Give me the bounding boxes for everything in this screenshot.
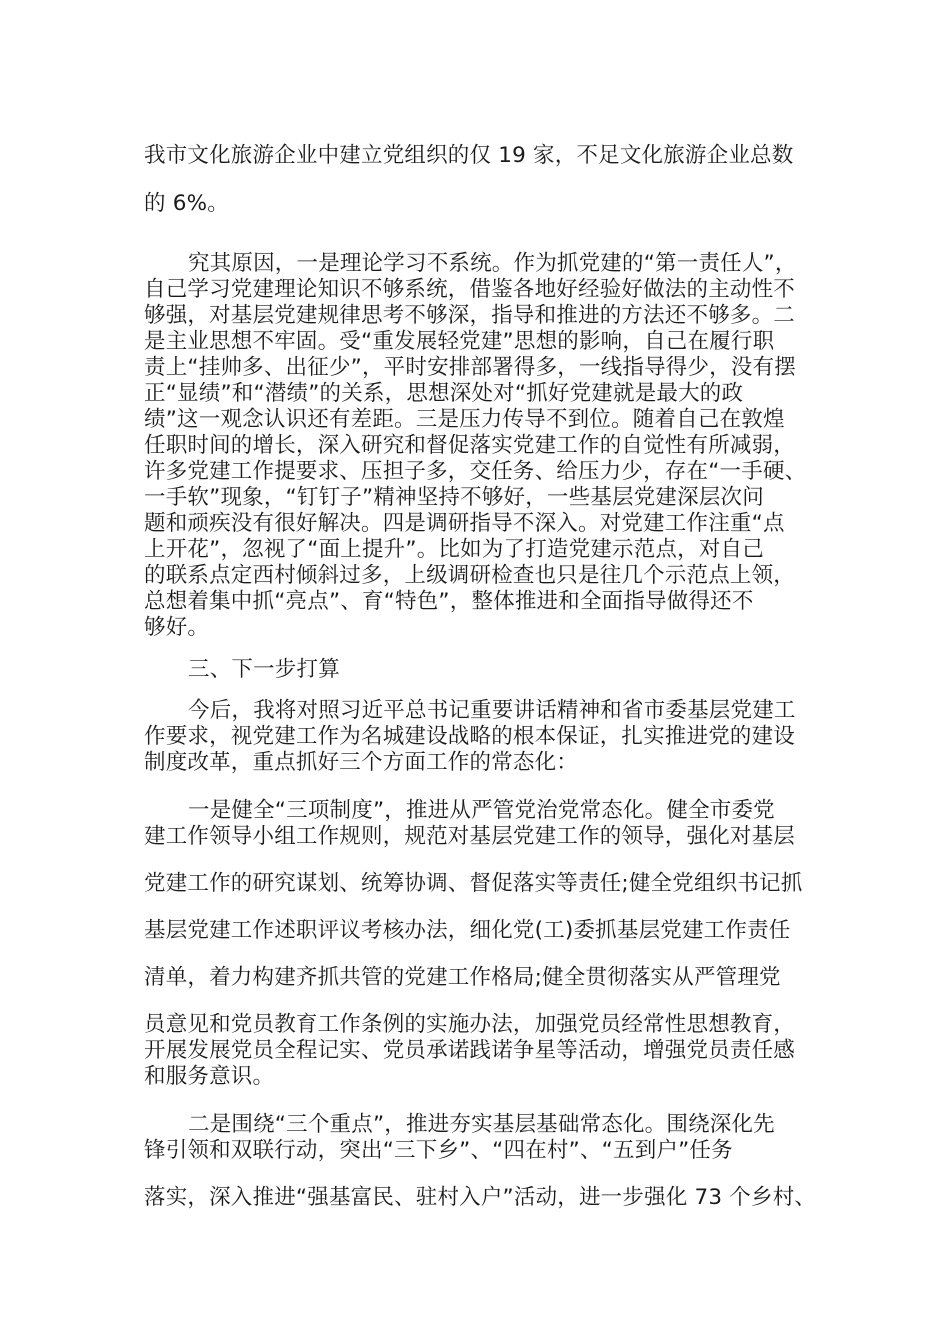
text-line: 正“显绩”和“潜绩”的关系，思想深处对“抓好党建就是最大的政 bbox=[144, 381, 744, 406]
text-line: 二是围绕“三个重点”，推进夯实基层基础常态化。围绕深化先 bbox=[188, 1112, 775, 1137]
text-line: 落实，深入推进“强基富民、驻村入户”活动，进一步强化 73 个乡村、 bbox=[144, 1185, 817, 1210]
text-line: 建工作领导小组工作规则，规范对基层党建工作的领导，强化对基层 bbox=[144, 824, 796, 849]
text-line: 责上“挂帅多、出征少”，平时安排部署得多，一线指导得少，没有摆 bbox=[144, 355, 796, 380]
text-line: 绩”这一观念认识还有差距。三是压力传导不到位。随着自己在敦煌 bbox=[144, 407, 785, 432]
text-line: 一是健全“三项制度”，推进从严管党治党常态化。健全市委党 bbox=[188, 798, 775, 823]
text-line: 清单，着力构建齐抓共管的党建工作格局;健全贯彻落实从严管理党 bbox=[144, 965, 781, 990]
text-line: 今后，我将对照习近平总书记重要讲话精神和省市委基层党建工 bbox=[188, 698, 796, 723]
text-line: 我市文化旅游企业中建立党组织的仅 19 家，不足文化旅游企业总数 bbox=[144, 143, 794, 168]
text-line: 作要求，视党建工作为名城建设战略的根本保证，扎实推进党的建设 bbox=[144, 724, 796, 749]
text-line: 的 6%。 bbox=[144, 191, 229, 216]
text-line: 一手软”现象，“钉钉子”精神坚持不够好，一些基层党建深层次问 bbox=[144, 485, 764, 510]
text-line: 是主业思想不牢固。受“重发展轻党建”思想的影响，自己在履行职 bbox=[144, 329, 775, 354]
text-line: 制度改革，重点抓好三个方面工作的常态化： bbox=[144, 750, 579, 775]
text-line: 题和顽疾没有很好解决。四是调研指导不深入。对党建工作注重“点 bbox=[144, 511, 785, 536]
text-line: 党建工作的研究谋划、统筹协调、督促落实等责任;健全党组织书记抓 bbox=[144, 871, 803, 896]
text-line: 够强，对基层党建规律思考不够深，指导和推进的方法还不够多。二 bbox=[144, 303, 796, 328]
text-line: 够好。 bbox=[144, 615, 210, 640]
text-line: 总想着集中抓“亮点”、育“特色”，整体推进和全面指导做得还不 bbox=[144, 589, 754, 614]
text-line: 许多党建工作提要求、压担子多，交任务、给压力少，存在“一手硬、 bbox=[144, 459, 807, 484]
text-line: 上开花”，忽视了“面上提升”。比如为了打造党建示范点，对自己 bbox=[144, 537, 764, 562]
text-line: 基层党建工作述职评议考核办法，细化党(工)委抓基层党建工作责任 bbox=[144, 918, 791, 943]
text-line: 员意见和党员教育工作条例的实施办法，加强党员经常性思想教育， bbox=[144, 1012, 796, 1037]
text-line: 和服务意识。 bbox=[144, 1064, 275, 1089]
text-line: 任职时间的增长，深入研究和督促落实党建工作的自觉性有所减弱， bbox=[144, 433, 796, 458]
text-line: 的联系点定西村倾斜过多，上级调研检查也只是往几个示范点上领， bbox=[144, 563, 796, 588]
section-heading: 三、下一步打算 bbox=[188, 657, 340, 682]
text-line: 自己学习党建理论知识不够系统，借鉴各地好经验好做法的主动性不 bbox=[144, 277, 796, 302]
text-line: 开展发展党员全程记实、党员承诺践诺争星等活动，增强党员责任感 bbox=[144, 1038, 796, 1063]
text-line: 究其原因，一是理论学习不系统。作为抓党建的“第一责任人”， bbox=[188, 251, 797, 276]
text-line: 锋引领和双联行动，突出“三下乡”、“四在村”、“五到户”任务 bbox=[144, 1138, 733, 1163]
